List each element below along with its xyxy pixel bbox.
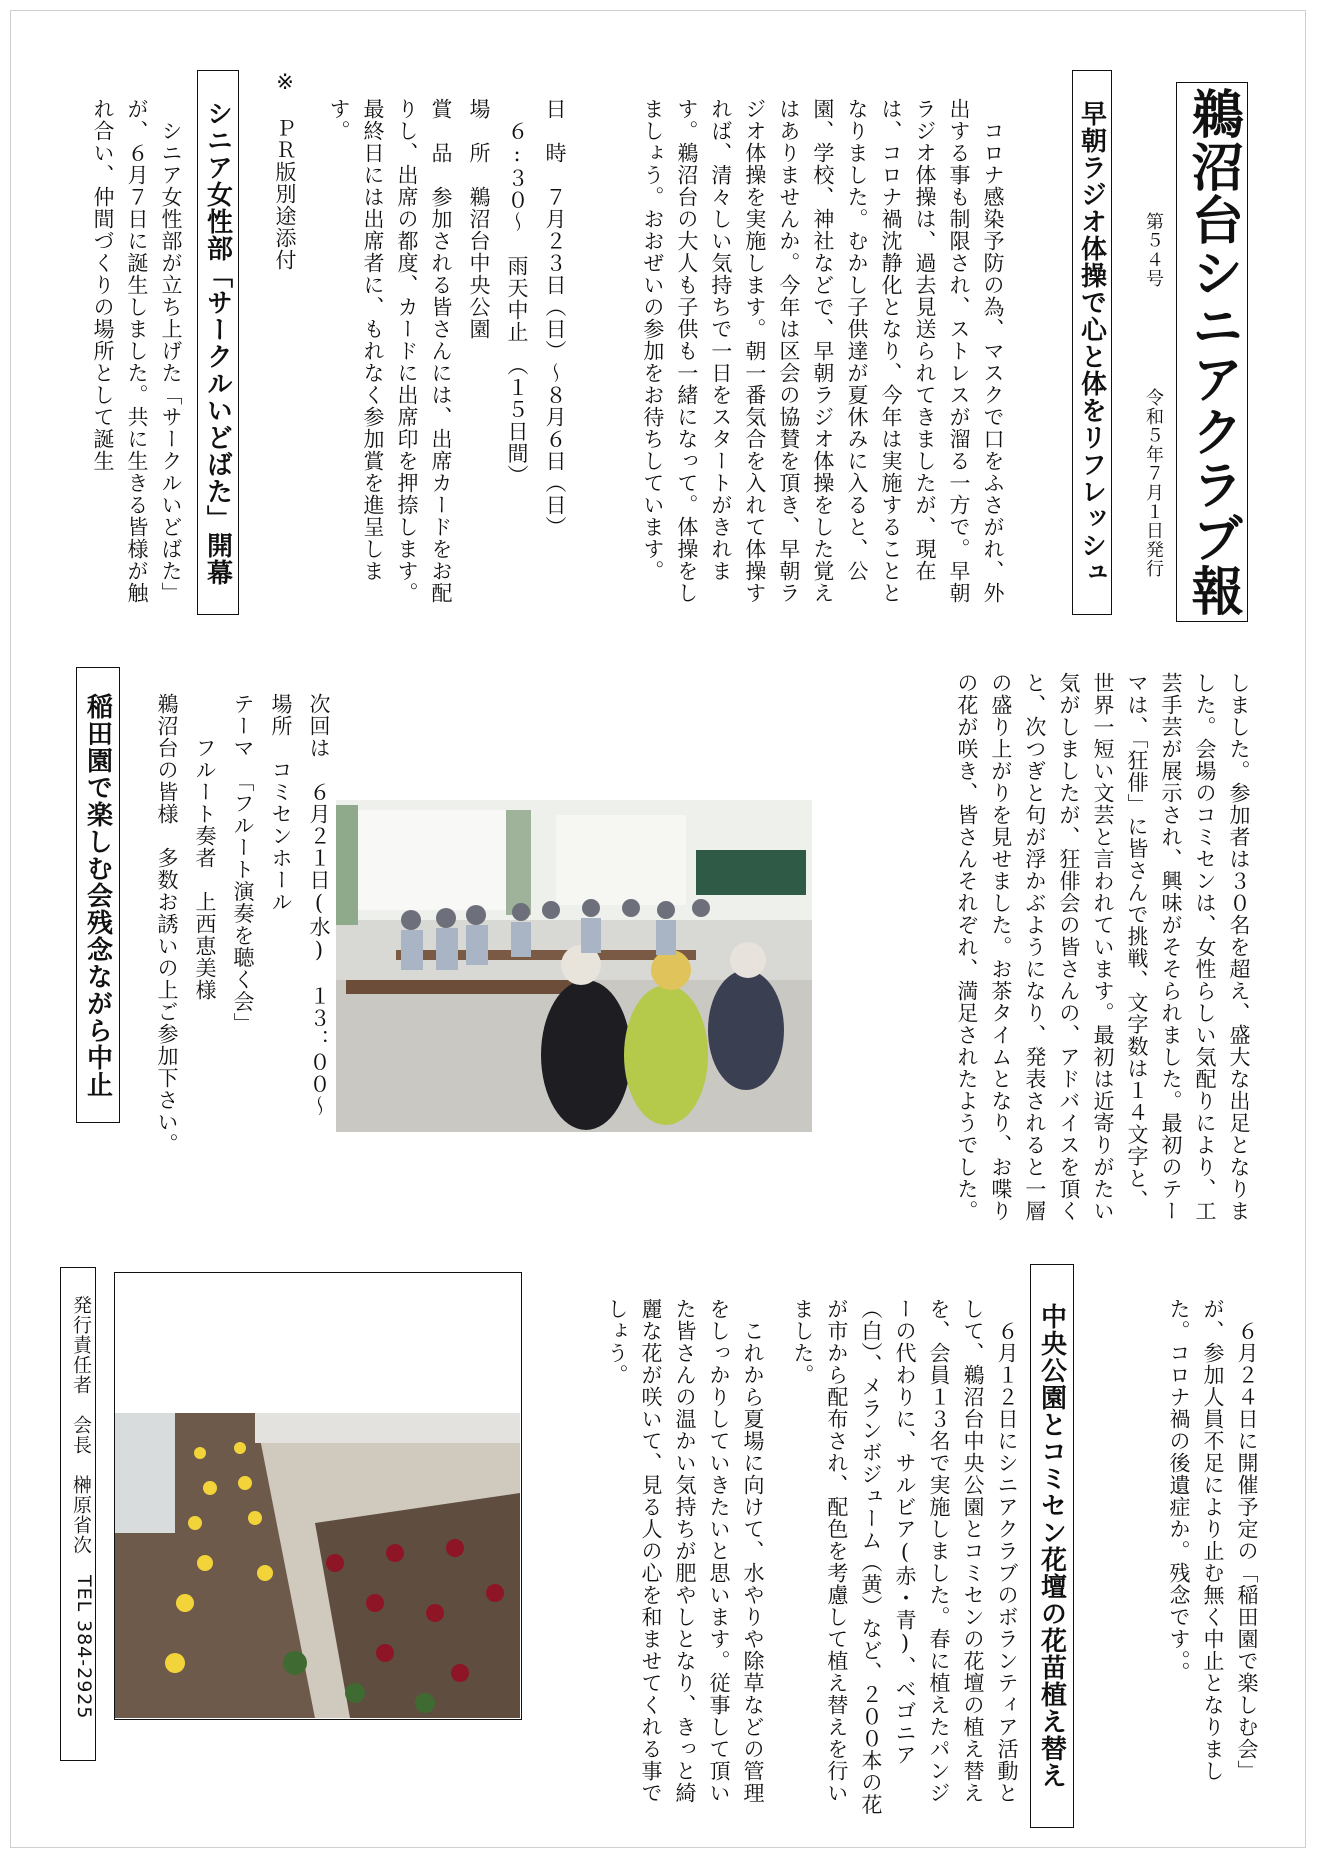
event-place: 場所 コミセンホール xyxy=(269,693,293,913)
publisher-box xyxy=(60,1267,96,1761)
masthead-title: 鵜沼台シニアクラブ報 xyxy=(1176,82,1248,622)
radio-body: コロナ感染予防の為、マスクで口をふさがれ、外出する事も制限され、ストレスが溜る一方で。早朝ラジオ体操は、過去見送られてきましたが、現在は、コロナ禍沈静化となり、今年は実施することとなりました。むかし子供達が夏休みに入ると、公園、学校、神社などで、早朝ラジオ体操をした覚えはありませんか。今年は区会の協賛を頂き、早朝ラジオ体操を実施します。朝一番気合を入れて体操すれば、清々しい気持ちで一日をスタートがきれます。鵜沼台の大人も子供も一緒になって。体操をしましょう。おおぜいの参加をお待ちしています。 xyxy=(640,98,1005,604)
circle-heading: シニア女性部「サークルいどばた」開幕 xyxy=(197,70,239,615)
publisher-role: 発行責任者 xyxy=(70,1294,92,1395)
circle-continued-body: しました。参加者は３０名を超え、盛大な出足となりました。会場のコミセンは、女性らしい気配りにより、工芸手芸が展示され、興味がそそられました。最初のテーマは、「狂俳」に皆さんで挑戦、文字数は１４文字と、世界一短い文芸と言われています。最初は近寄りがたい気がしましたが、狂俳会の皆さんの、アドバイスを頂くと、次つぎと句が浮かぶようになり、発表されると一層の盛り上がりを見せました。お茶タイムとなり、お喋りの花が咲き、皆さんそれぞれ、満足されたようでした。 xyxy=(954,672,1251,1222)
event-invite: 鵜沼台の皆様 多数お誘いの上ご参加下さい。 xyxy=(155,693,179,1155)
event-next: 次回は ６月２１日(水) １３：００～ xyxy=(307,693,331,1117)
radio-date: 日 時 ７月２３日（日）～８月６日（日） xyxy=(543,98,567,538)
inada-heading: 稲田園で楽しむ会残念ながら中止 xyxy=(76,667,120,1123)
pr-note: ※ ＰＲ版別途添付 xyxy=(273,70,297,271)
publisher-name: 会長 榊原省次 xyxy=(70,1414,92,1555)
flowerbed-photo xyxy=(114,1272,522,1720)
issue-date: 令和５年７月１日発行 xyxy=(1143,388,1164,578)
circle-body: シニア女性部が立ち上げた「サークルいどばた」が、６月７日に誕生しました。共に生きる皆様が触れ合い、仲間づくりの場所として誕生 xyxy=(90,98,183,604)
meeting-photo xyxy=(336,800,812,1132)
radio-heading: 早朝ラジオ体操で心と体をリフレッシュ xyxy=(1072,70,1112,615)
event-performer: フルート奏者 上西恵美様 xyxy=(193,693,217,1001)
park-body-2: これから夏場に向けて、水やりや除草などの管理をしっかりしていきたいと思います。従事して頂いた皆さんの温かい気持ちが肥やしとなり、きっと綺麗な花が咲いて、見る人の心を和ませてくれる事でしょう。 xyxy=(604,1298,765,1804)
radio-place: 場 所 鵜沼台中央公園 xyxy=(467,98,491,340)
radio-prize: 賞 品 参加される皆さんには、出席カードをお配りし、出席の都度、カードに出席印を押捺します。最終日には出席者に、もれなく参加賞を進呈します。 xyxy=(326,98,453,604)
publisher-tel: 384-2925 xyxy=(73,1619,95,1720)
park-heading: 中央公園とコミセン花壇の花苗植え替え xyxy=(1030,1264,1074,1828)
park-body: ６月１２日にシニアクラブのボランティア活動として、鵜沼台中央公園とコミセンの花壇の植え替えを、会員１３名で実施しました。春に植えたパンジーの代わりに、サルビア(赤・青)、ベゴニア（白）、メランボジューム（黄）など、２００本の花が市から配布され、配色を考慮して植え替えを行いました。 xyxy=(790,1298,1019,1816)
event-theme: テーマ 「フルート演奏を聴く会」 xyxy=(231,693,255,1035)
issue-number: 第５４号 xyxy=(1143,212,1164,288)
publisher-tel-label: TEL xyxy=(73,1574,95,1612)
radio-time: ６:３０～ 雨天中止 （１５日間） xyxy=(505,98,529,487)
inada-body: ６月２４日に開催予定の「稲田園で楽しむ会」が、参加人員不足により止む無く中止となりました。コロナ禍の後遺症か。残念です。。 xyxy=(1166,1298,1259,1782)
